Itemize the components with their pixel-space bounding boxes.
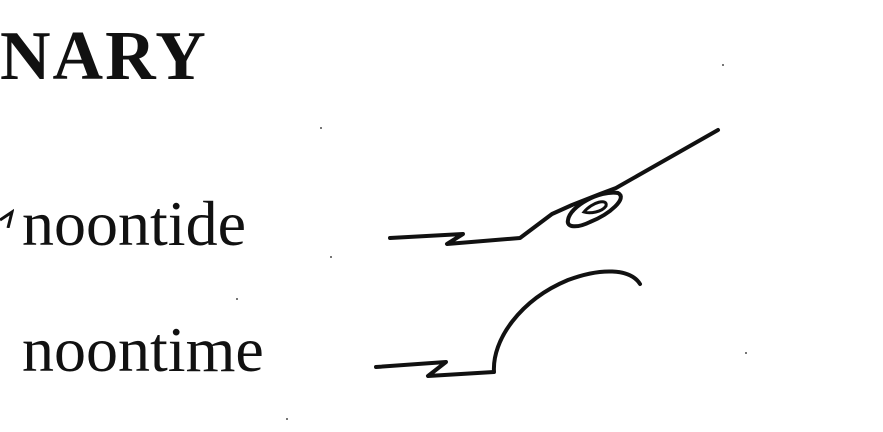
paper-speck [286,418,288,420]
entry-word-noontime: noontime [22,314,264,385]
shorthand-loop-noontide [568,193,621,227]
paper-speck [722,64,724,66]
shorthand-outline-noontide [390,130,718,244]
section-heading: NARY [0,18,208,95]
shorthand-inner-loop-noontide [584,202,606,213]
entry-word-noontide: noontide [22,188,246,259]
shorthand-outline-noontime [376,271,640,376]
paper-speck [320,127,322,129]
paper-speck [330,256,332,258]
paper-speck [745,352,747,354]
margin-tick-mark [0,198,14,228]
paper-speck [236,298,238,300]
